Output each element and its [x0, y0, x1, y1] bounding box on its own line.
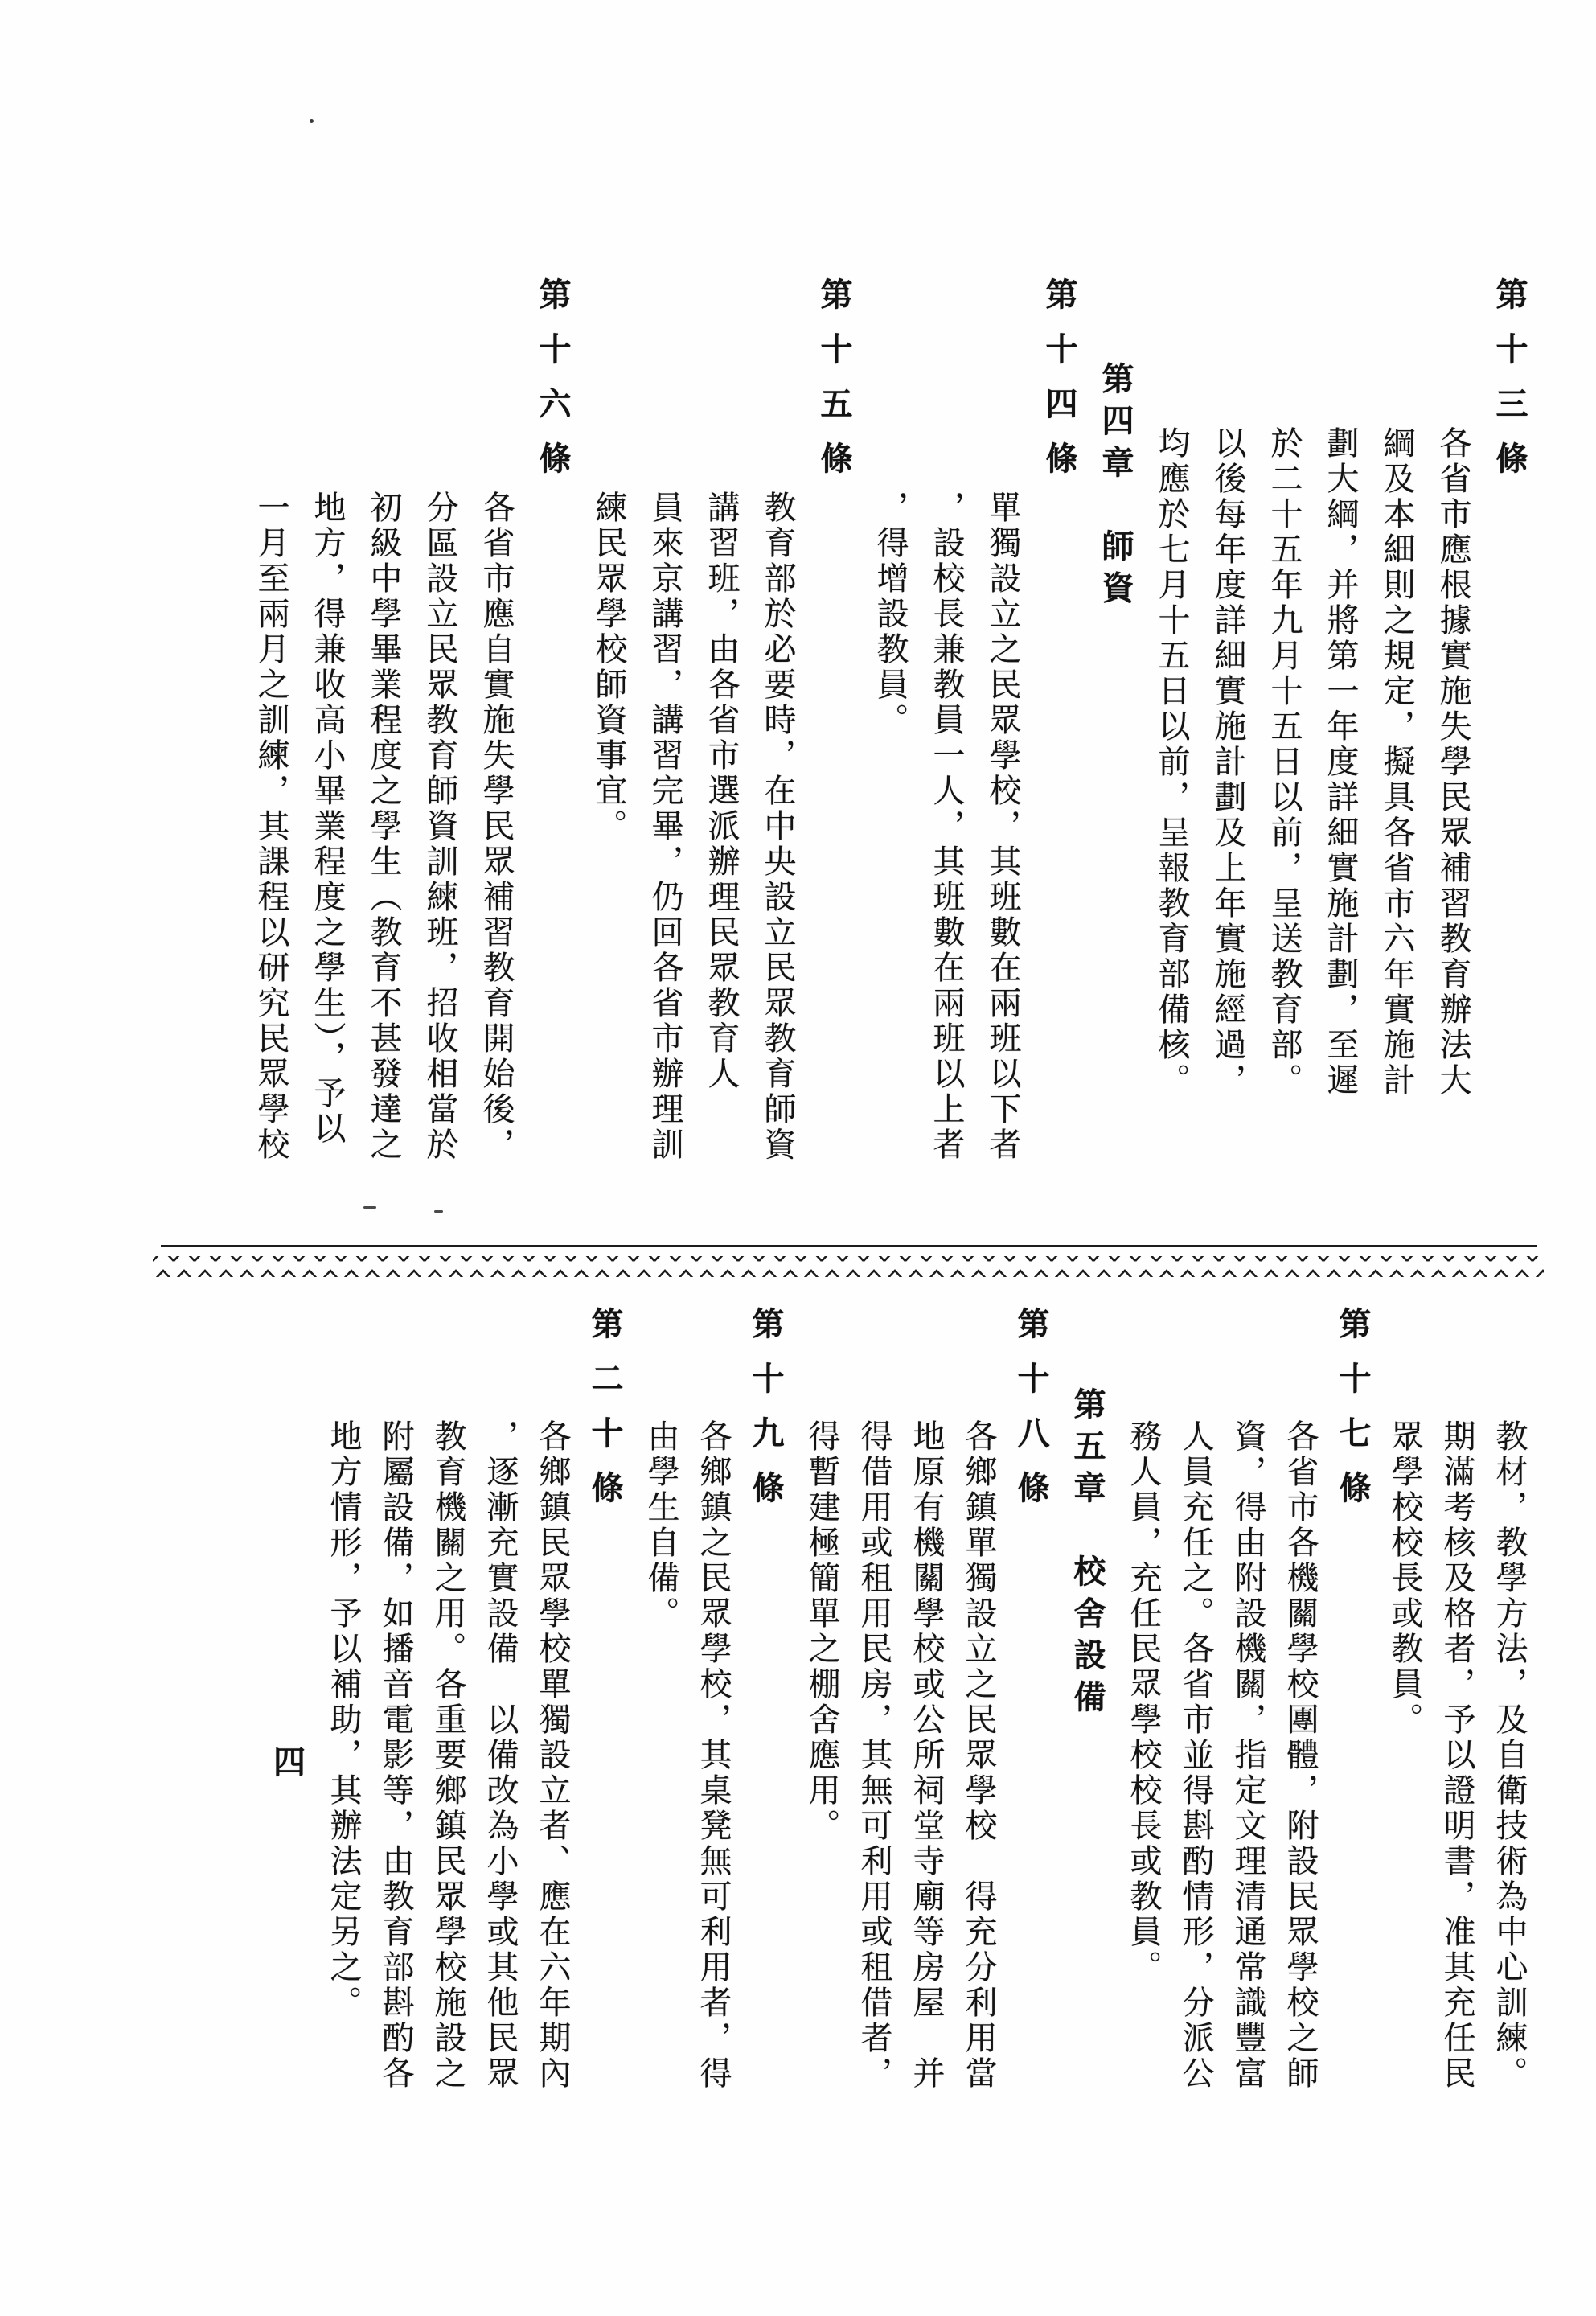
article-15-col-1: 教育部於必要時，在中央設立民眾教育師資	[760, 491, 796, 1163]
article-16-col-1: 各省市應自實施失學民眾補習教育開始後，	[478, 491, 515, 1163]
article-16-cont-col-3: 眾學校校長或教員。	[1387, 1419, 1423, 1738]
article-19-col-2: 由學生自備。	[643, 1419, 679, 1632]
page-number-folio: 四	[273, 1744, 306, 1780]
article-14-label: 第十四條	[1041, 277, 1077, 496]
article-16-col-3: 初級中學畢業程度之學生（教育不甚發達之	[366, 491, 402, 1163]
article-14-col-2: ，設校長兼教員一人，其班數在兩班以上者	[929, 491, 965, 1163]
article-13-col-4: 於二十五年九月十五日以前，呈送教育部。	[1266, 426, 1303, 1098]
article-14-col-1: 單獨設立之民眾學校，其班數在兩班以下者	[985, 491, 1021, 1163]
article-18-col-1: 各鄉鎮單獨設立之民眾學校 得充分利用當	[961, 1419, 997, 2092]
article-17-col-3: 人員充任之。各省市並得斟酌情形，分派公	[1178, 1419, 1214, 2092]
chapter-4-heading: 第四章 師資	[1098, 362, 1134, 613]
article-15-col-2: 講習班，由各省市選派辦理民眾教育人	[704, 491, 740, 1092]
article-19-col-1: 各鄉鎮之民眾學校，其桌凳無可利用者，得	[695, 1419, 732, 2092]
article-16-col-4: 地方，得兼收高小畢業程度之學生），予以	[310, 491, 346, 1147]
article-18-label: 第十八條	[1013, 1307, 1049, 1526]
article-14-col-3: ，得增設教員。	[872, 491, 909, 738]
article-15-col-3: 員來京講習，講習完畢，仍回各省市辦理訓	[647, 491, 683, 1163]
article-17-col-4: 務人員，充任民眾學校校長或教員。	[1126, 1419, 1162, 1985]
article-15-col-4: 練民眾學校師資事宜。	[591, 491, 627, 844]
article-13-label: 第十三條	[1491, 277, 1528, 496]
torn-edge-separator	[153, 1245, 1544, 1282]
separator-rule	[161, 1245, 1537, 1247]
ink-speck	[310, 119, 314, 123]
article-20-col-5: 地方情形，予以補助，其辦法定另之。	[326, 1419, 362, 2021]
article-19-label: 第十九條	[748, 1307, 784, 1526]
article-13-col-1: 各省市應根據實施失學民眾補習教育辦法大	[1435, 426, 1471, 1098]
article-16-cont-col-1: 教材，教學方法，及自衛技術為中心訓練。	[1491, 1419, 1528, 2092]
separator-zigzag	[153, 1256, 1544, 1277]
article-13-col-5: 以後每年度詳細實施計劃及上年實施經過，	[1210, 426, 1246, 1098]
article-16-cont-col-2: 期滿考核及格者，予以證明書，准其充任民	[1439, 1419, 1475, 2092]
article-18-col-2: 地原有機關學校或公所祠堂寺廟等房屋 并	[909, 1419, 945, 2092]
article-17-label: 第十七條	[1335, 1307, 1371, 1526]
article-20-col-2: ，逐漸充實設備 以備改為小學或其他民眾	[482, 1419, 519, 2092]
chapter-5-heading: 第五章 校舍設備	[1069, 1387, 1106, 1722]
article-18-col-3: 得借用或租用民房，其無可利用或租借者，	[856, 1419, 892, 2092]
article-18-col-4: 得暫建極簡單之棚舍應用。	[804, 1419, 840, 1844]
article-13-col-6: 均應於七月十五日以前，呈報教育部備核。	[1154, 426, 1190, 1098]
article-17-col-2: 資，得由附設機關，指定文理清通常識豐富	[1230, 1419, 1266, 2092]
article-16-col-5: 一月至兩月之訓練，其課程以研究民眾學校	[253, 491, 289, 1163]
article-13-col-2: 綱及本細則之規定，擬具各省市六年實施計	[1379, 426, 1415, 1098]
article-13-col-3: 劃大綱，并將第一年度詳細實施計劃，至遲	[1323, 426, 1359, 1098]
article-20-col-4: 附屬設備，如播音電影等，由教育部斟酌各	[378, 1419, 414, 2092]
article-16-col-2: 分區設立民眾教育師資訓練班，招收相當於	[422, 491, 458, 1163]
ink-speck	[363, 1206, 376, 1209]
ink-speck	[434, 1210, 443, 1213]
article-20-label: 第二十條	[587, 1307, 623, 1526]
article-20-col-1: 各鄉鎮民眾學校單獨設立者、應在六年期內	[535, 1419, 571, 2092]
article-17-col-1: 各省市各機關學校團體，附設民眾學校之師	[1282, 1419, 1319, 2092]
article-15-label: 第十五條	[816, 277, 852, 496]
article-20-col-3: 教育機關之用。各重要鄉鎮民眾學校施設之	[430, 1419, 466, 2092]
article-16-label: 第十六條	[535, 277, 571, 496]
